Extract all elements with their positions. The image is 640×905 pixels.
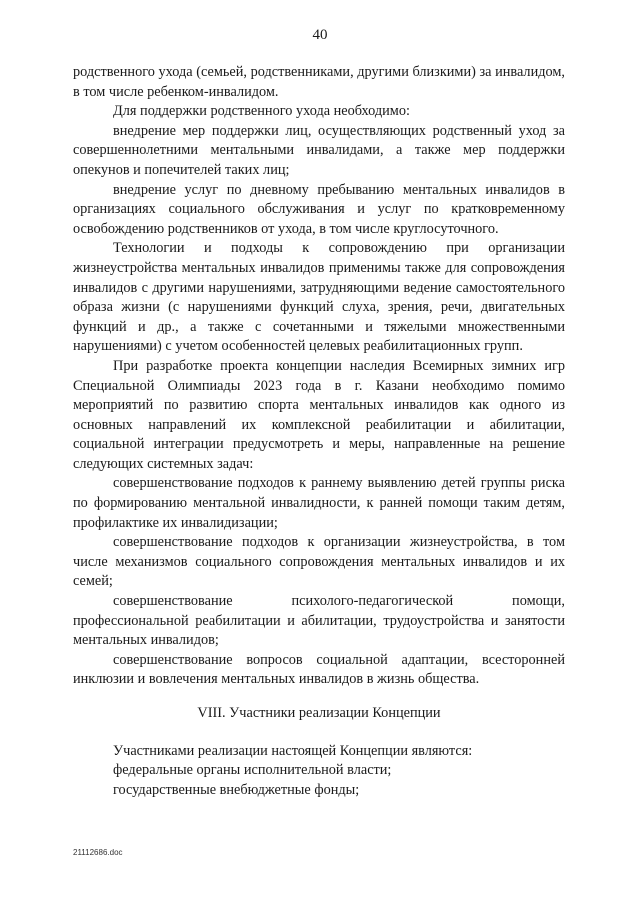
- paragraph-task-social-adaptation: совершенствование вопросов социальной адаптации, всесторонней инклюзии и вовлечения ментальных инвалидов в жизнь общества.: [73, 651, 565, 688]
- paragraph-participants-federal: федеральные органы исполнительной власти;: [113, 762, 392, 779]
- paragraph-technologies: Технологии и подходы к сопровождению при организации жизнеустройства ментальных инвалидов применимы также для сопровождения инвалидов с другими нарушениями, затрудняющими ведение самостоятельного образа жизни (с нарушениями функций слуха, зрения, речи, двигательных функций и др., а также с сочетанными и тяжелыми множественными нарушениями) с учетом особенностей целевых реабилитационных групп.: [73, 240, 565, 355]
- paragraph-support-measures: внедрение мер поддержки лиц, осуществляющих родственный уход за совершеннолетними ментальными инвалидами, а также мер поддержки опекунов и попечителей таких лиц;: [73, 122, 565, 178]
- paragraph-day-care-services: внедрение услуг по дневному пребыванию ментальных инвалидов в организациях социального обслуживания и услуг по кратковременному освобождению родственников от ухода, в том числе круглосуточного.: [73, 181, 565, 237]
- paragraph-participants-intro: Участниками реализации настоящей Концепции являются:: [113, 742, 473, 759]
- document-body: [73, 63, 565, 800]
- document-file-id: 21112686.doc: [73, 848, 123, 857]
- paragraph-participants-funds: государственные внебюджетные фонды;: [113, 781, 360, 798]
- paragraph-task-psychological-help: совершенствование психолого-педагогической помощи, профессиональной реабилитации и абилитации, трудоустройства и занятости ментальных инвалидов;: [73, 593, 565, 649]
- section-heading: VIII. Участники реализации Концепции: [197, 705, 441, 721]
- paragraph-family-care-support: Для поддержки родственного ухода необходимо:: [113, 103, 410, 120]
- paragraph-special-olympics: При разработке проекта концепции наследия Всемирных зимних игр Специальной Олимпиады 2023 года в г. Казани необходимо помимо мероприятий по развитию спорта ментальных инвалидов как одного из основных направлений их комплексной реабилитации и абилитации, социальной интеграции предусмотреть и меры, направленные на решение следующих системных задач:: [73, 357, 565, 472]
- page-number: 40: [312, 27, 328, 43]
- paragraph-task-living-arrangement: совершенствование подходов к организации жизнеустройства, в том числе механизмов социального сопровождения ментальных инвалидов и их семей;: [73, 534, 565, 590]
- paragraph-task-early-detection: совершенствование подходов к раннему выявлению детей группы риска по формированию ментальной инвалидности, к ранней помощи таким детям, профилактике их инвалидизации;: [73, 475, 565, 531]
- paragraph-family-care-continuation: родственного ухода (семьей, родственниками, другими близкими) за инвалидом, в том числе ребенком-инвалидом.: [73, 64, 565, 100]
